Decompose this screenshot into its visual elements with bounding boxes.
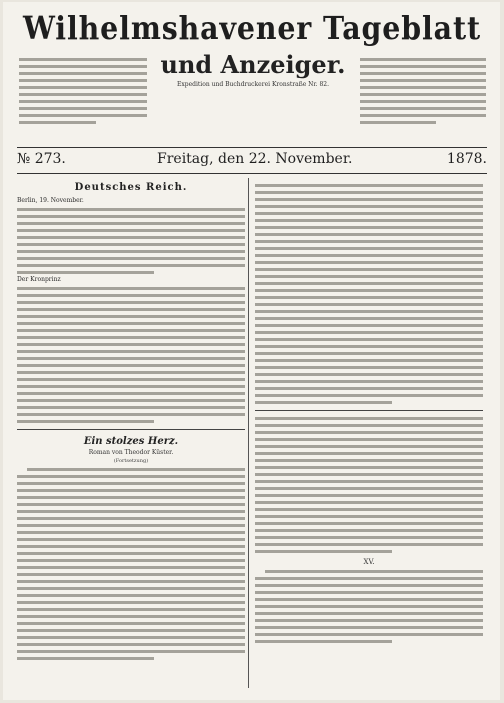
article-body-1 — [17, 208, 245, 274]
serial-body — [17, 468, 245, 660]
serial-title: Ein stolzes Herz. — [83, 436, 179, 447]
issue-line — [17, 151, 487, 173]
chapter-number: XV. — [363, 558, 375, 566]
issue-date: Freitag, den 22. November. — [157, 151, 353, 167]
section-title: Deutsches Reich. — [74, 182, 188, 193]
column-divider — [248, 178, 249, 688]
issue-year: 1878. — [446, 151, 487, 167]
masthead-title: Wilhelmshavener Tageblatt — [23, 9, 481, 47]
right-article-body — [255, 184, 483, 404]
paragraph-lead: Der Kronprinz — [17, 276, 61, 283]
section-divider — [17, 429, 245, 430]
subscription-info-box — [19, 54, 147, 124]
masthead-subtitle: und Anzeiger. — [160, 50, 346, 79]
issue-number: № 273. — [17, 151, 66, 167]
right-column — [255, 180, 483, 690]
serial-continuation: (Fortsetzung) — [113, 458, 149, 464]
bottom-rule — [17, 173, 487, 174]
advertising-info-box — [360, 54, 486, 124]
top-rule — [17, 147, 487, 148]
right-section-divider — [255, 410, 483, 411]
dateline: Berlin, 19. November. — [17, 197, 84, 204]
expedition-address: Expedition und Buchdruckerei Kronstraße Nr. 82. — [176, 81, 329, 88]
newspaper-page — [3, 2, 500, 700]
right-serial-body-1 — [255, 417, 483, 553]
left-column — [17, 180, 245, 690]
article-body-2 — [17, 287, 245, 423]
right-serial-body-2 — [255, 570, 483, 643]
serial-byline: Roman von Theodor Küster. — [88, 449, 174, 456]
